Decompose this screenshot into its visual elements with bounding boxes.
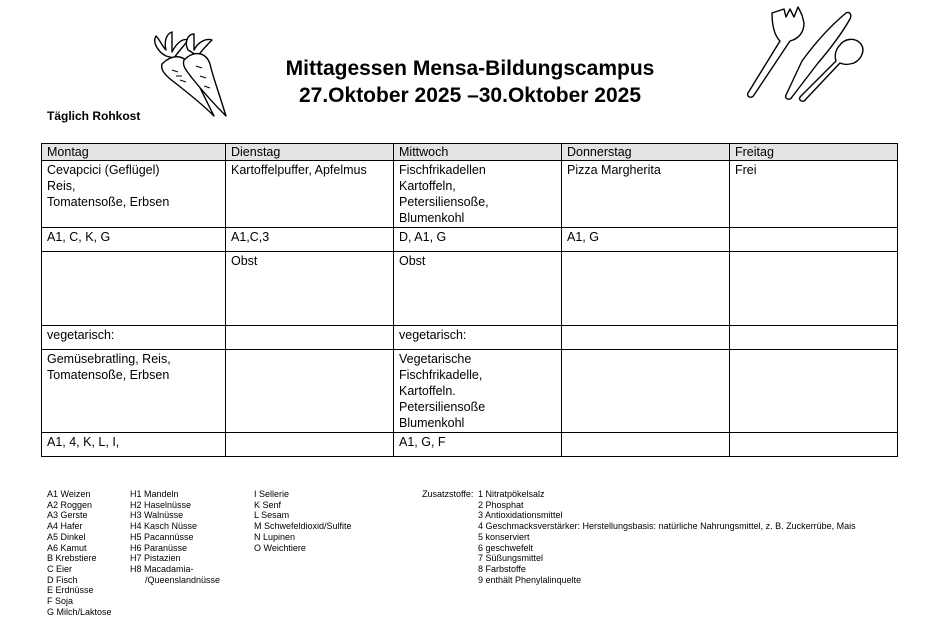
menu-cell: A1,C,3 <box>226 228 394 252</box>
menu-cell: A1, 4, K, L, I, <box>42 433 226 457</box>
menu-cell: Fischfrikadellen Kartoffeln, Petersiliensoße, Blumenkohl <box>394 161 562 228</box>
menu-cell: Vegetarische Fischfrikadelle, Kartoffeln. Petersiliensoße Blumenkohl <box>394 350 562 433</box>
legend-item: H2 Haselnüsse <box>130 499 192 510</box>
menu-cell <box>226 433 394 457</box>
additives-legend <box>478 489 856 585</box>
legend-item: L Sesam <box>254 510 290 521</box>
menu-cell: Kartoffelpuffer, Apfelmus <box>226 161 394 228</box>
vegetarian-label-row <box>42 326 898 350</box>
menu-cell: A1, G <box>562 228 730 252</box>
day-header-row <box>42 144 898 161</box>
page-title: Mittagessen Mensa-Bildungscampus <box>285 57 655 80</box>
legend-item: O Weichtiere <box>254 542 306 553</box>
menu-cell: Pizza Margherita <box>562 161 730 228</box>
day-header: Freitag <box>730 144 898 161</box>
carrots-illustration <box>148 30 238 122</box>
legend-item: H8 Macadamia- <box>130 563 194 574</box>
legend-item: H3 Walnüsse <box>130 510 184 521</box>
additive-item: 9 enthält Phenylalinquelte <box>478 574 582 585</box>
cutlery-illustration <box>732 5 867 103</box>
legend-item: A5 Dinkel <box>47 531 86 542</box>
menu-cell: Obst <box>394 252 562 326</box>
day-header: Montag <box>42 144 226 161</box>
day-header: Mittwoch <box>394 144 562 161</box>
additive-item: 8 Farbstoffe <box>478 563 526 574</box>
legend-item: G Milch/Laktose <box>47 606 112 617</box>
additive-item: 4 Geschmacksverstärker: Herstellungsbasis: natürliche Nahrungsmittel, z. B. Zuckerrübe, Mais <box>478 521 856 532</box>
date-range: 27.Oktober 2025 –30.Oktober 2025 <box>298 84 642 107</box>
legend-item: D Fisch <box>47 574 78 585</box>
allergen-legend-col3 <box>254 489 352 553</box>
menu-cell: A1, G, F <box>394 433 562 457</box>
legend-item: K Senf <box>254 499 282 510</box>
menu-cell: Frei <box>730 161 898 228</box>
menu-cell <box>730 252 898 326</box>
dessert-row <box>42 252 898 326</box>
menu-cell: Obst <box>226 252 394 326</box>
legend-item: H7 Pistazien <box>130 553 181 564</box>
day-header: Donnerstag <box>562 144 730 161</box>
vegetarian-dish-row <box>42 350 898 433</box>
additive-item: 1 Nitratpökelsalz <box>478 489 545 499</box>
legend-item: A2 Roggen <box>47 499 93 510</box>
menu-cell: D, A1, G <box>394 228 562 252</box>
daily-note: Täglich Rohkost <box>47 109 141 123</box>
additive-item: 3 Antioxidationsmittel <box>478 510 563 521</box>
menu-cell: Gemüsebratling, Reis, Tomatensoße, Erbsen <box>42 350 226 433</box>
legend-item: H5 Pacannüsse <box>130 531 194 542</box>
allergen-legend-col2 <box>130 489 220 585</box>
legend-item: B Krebstiere <box>47 553 97 564</box>
legend-item: A6 Kamut <box>47 542 87 553</box>
menu-cell <box>562 252 730 326</box>
menu-cell <box>226 350 394 433</box>
day-header: Dienstag <box>226 144 394 161</box>
menu-cell <box>730 433 898 457</box>
menu-cell: Cevapcici (Geflügel) Reis, Tomatensoße, Erbsen <box>42 161 226 228</box>
legend-item: H4 Kasch Nüsse <box>130 521 198 532</box>
menu-cell: vegetarisch: <box>394 326 562 350</box>
legend-item: A3 Gerste <box>47 510 88 521</box>
legend-item: I Sellerie <box>254 489 290 499</box>
legend-item: /Queenslandnüsse <box>145 574 221 585</box>
menu-cell: A1, C, K, G <box>42 228 226 252</box>
legend-item: H1 Mandeln <box>130 489 179 499</box>
legend-item: F Soja <box>47 596 74 607</box>
menu-cell <box>562 433 730 457</box>
menu-table <box>41 143 898 457</box>
legend-item: C Eier <box>47 563 73 574</box>
additive-item: 5 konserviert <box>478 531 530 542</box>
menu-cell <box>730 350 898 433</box>
legend-item: N Lupinen <box>254 531 296 542</box>
additive-item: 6 geschwefelt <box>478 542 534 553</box>
main-allergens-row <box>42 228 898 252</box>
allergen-legend-col1 <box>47 489 112 617</box>
legend-item: A1 Weizen <box>47 489 91 499</box>
menu-cell <box>226 326 394 350</box>
menu-cell <box>562 350 730 433</box>
additive-item: 2 Phosphat <box>478 499 524 510</box>
menu-cell <box>562 326 730 350</box>
menu-cell <box>730 228 898 252</box>
legend-item: A4 Hafer <box>47 521 83 532</box>
legend-item: M Schwefeldioxid/Sulfite <box>254 521 352 532</box>
legend-item: E Erdnüsse <box>47 585 94 596</box>
additive-item: 7 Süßungsmittel <box>478 553 544 564</box>
vegetarian-allergens-row <box>42 433 898 457</box>
legend-item: H6 Paranüsse <box>130 542 188 553</box>
menu-cell: vegetarisch: <box>42 326 226 350</box>
menu-cell <box>730 326 898 350</box>
additives-label: Zusatzstoffe: <box>422 489 474 499</box>
main-dish-row <box>42 161 898 228</box>
menu-cell <box>42 252 226 326</box>
